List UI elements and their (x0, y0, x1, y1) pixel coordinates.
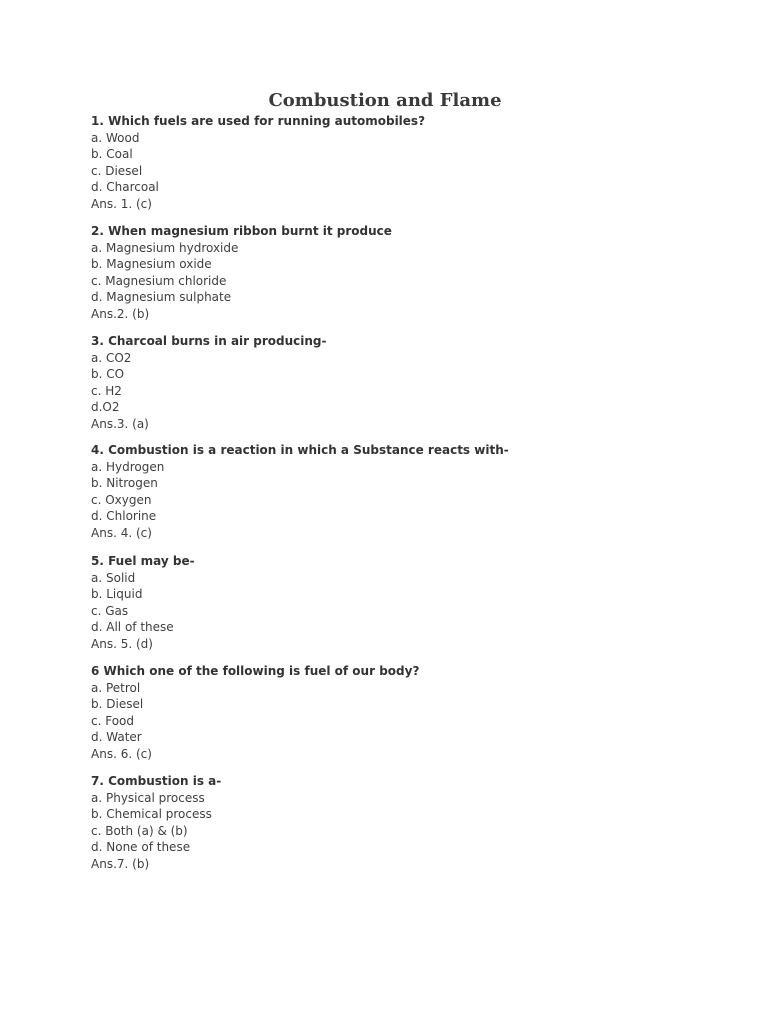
option-a: a. Physical process (91, 790, 205, 805)
answer-text: Ans.7. (b) (91, 856, 150, 871)
option-a: a. Wood (91, 130, 140, 145)
option-b: b. Chemical process (91, 807, 212, 822)
question-block-7 (91, 773, 731, 873)
option-c: c. Gas (91, 603, 129, 618)
option-a: a. Petrol (91, 680, 141, 695)
option-b: b. Nitrogen (91, 476, 158, 491)
option-b: b. Coal (91, 147, 133, 162)
option-d: d. All of these (91, 620, 174, 635)
question-text: 1. Which fuels are used for running automobiles? (91, 114, 426, 128)
answer-text: Ans. 4. (c) (91, 525, 152, 540)
question-block-6 (91, 663, 731, 763)
question-text: 3. Charcoal burns in air producing- (91, 334, 327, 348)
answer-text: Ans. 5. (d) (91, 636, 153, 651)
question-text: 6 Which one of the following is fuel of our body? (91, 664, 420, 678)
question-text: 7. Combustion is a- (91, 774, 222, 788)
answer-text: Ans.3. (a) (91, 416, 149, 431)
option-b: b. Liquid (91, 587, 143, 602)
option-d: d. None of these (91, 840, 191, 855)
option-b: b. Magnesium oxide (91, 257, 212, 272)
option-a: a. Magnesium hydroxide (91, 240, 239, 255)
option-d: d. Charcoal (91, 180, 159, 195)
option-d: d. Magnesium sulphate (91, 290, 232, 305)
option-b: b. Diesel (91, 697, 144, 712)
option-d: d. Water (91, 730, 142, 745)
question-block-2 (91, 223, 731, 323)
option-c: c. Oxygen (91, 492, 152, 507)
option-c: c. Food (91, 713, 135, 728)
document-title: Combustion and Flame (268, 90, 502, 111)
option-a: a. Solid (91, 570, 136, 585)
option-a: a. Hydrogen (91, 459, 165, 474)
answer-text: Ans. 1. (c) (91, 196, 152, 211)
option-c: c. Diesel (91, 163, 143, 178)
option-d: d.O2 (91, 400, 120, 415)
question-text: 4. Combustion is a reaction in which a Substance reacts with- (91, 443, 509, 457)
option-a: a. CO2 (91, 350, 132, 365)
option-c: c. H2 (91, 383, 122, 398)
answer-text: Ans. 6. (c) (91, 746, 152, 761)
question-block-1 (91, 113, 731, 213)
question-block-3 (91, 333, 731, 433)
option-c: c. Both (a) & (b) (91, 823, 188, 838)
option-c: c. Magnesium chloride (91, 273, 227, 288)
option-d: d. Chlorine (91, 509, 157, 524)
question-text: 2. When magnesium ribbon burnt it produce (91, 224, 392, 238)
answer-text: Ans.2. (b) (91, 306, 150, 321)
question-text: 5. Fuel may be- (91, 554, 195, 568)
question-block-4 (91, 442, 731, 542)
option-b: b. CO (91, 367, 125, 382)
question-block-5 (91, 553, 731, 653)
